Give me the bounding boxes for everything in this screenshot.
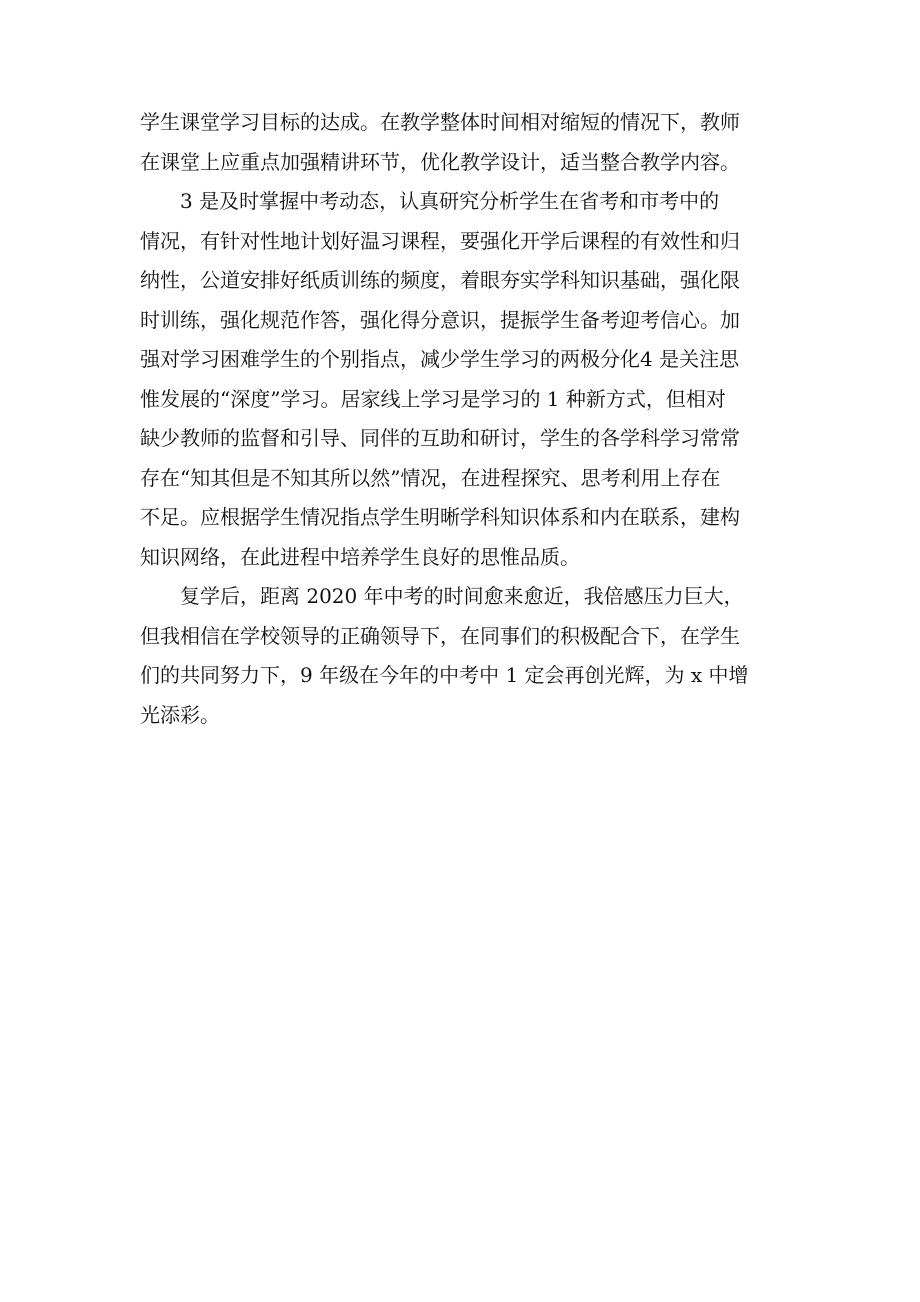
paragraph-line: 知识网络，在此进程中培养学生良好的思惟品质。 (140, 544, 580, 569)
paragraph-line: 复学后，距离 2020 年中考的时间愈来愈近，我倍感压力巨大， (180, 584, 744, 608)
paragraph-line: 不足。应根据学生情况指点学生明晰学科知识体系和内在联系，建构 (140, 505, 740, 529)
paragraph-line: 光添彩。 (140, 702, 220, 727)
paragraph-line: 在课堂上应重点加强精讲环节，优化教学设计，适当整合教学内容。 (140, 149, 740, 174)
paragraph-1 (140, 103, 780, 182)
paragraph-line: 情况，有针对性地计划好温习课程，要强化开学后课程的有效性和归 (140, 228, 740, 253)
paragraph-line: 纳性，公道安排好纸质训练的频度，着眼夯实学科知识基础，强化限 (140, 268, 740, 292)
paragraph-3 (140, 577, 780, 735)
paragraph-line: 强对学习困难学生的个别指点，减少学生学习的两极分化4 是关注思 (140, 347, 740, 371)
paragraph-line: 缺少教师的监督和引导、同伴的互助和研讨，学生的各学科学习常常 (140, 426, 740, 450)
paragraph-line: 存在“知其但是不知其所以然”情况，在进程探究、思考利用上存在 (140, 465, 721, 490)
paragraph-line: 惟发展的“深度”学习。居家线上学习是学习的 1 种新方式，但相对 (140, 386, 726, 411)
paragraph-line: 但我相信在学校领导的正确领导下，在同事们的积极配合下，在学生 (140, 623, 740, 648)
paragraph-line: 学生课堂学习目标的达成。在教学整体时间相对缩短的情况下，教师 (140, 110, 740, 134)
paragraph-line: 们的共同努力下，9 年级在今年的中考中 1 定会再创光辉，为 x 中增 (140, 663, 749, 687)
paragraph-line: 3 是及时掌握中考动态，认真研究分析学生在省考和市考中的 (180, 189, 720, 213)
paragraph-line: 时训练，强化规范作答，强化得分意识，提振学生备考迎考信心。加 (140, 307, 740, 332)
paragraph-2 (140, 182, 780, 577)
document-body (140, 103, 780, 735)
